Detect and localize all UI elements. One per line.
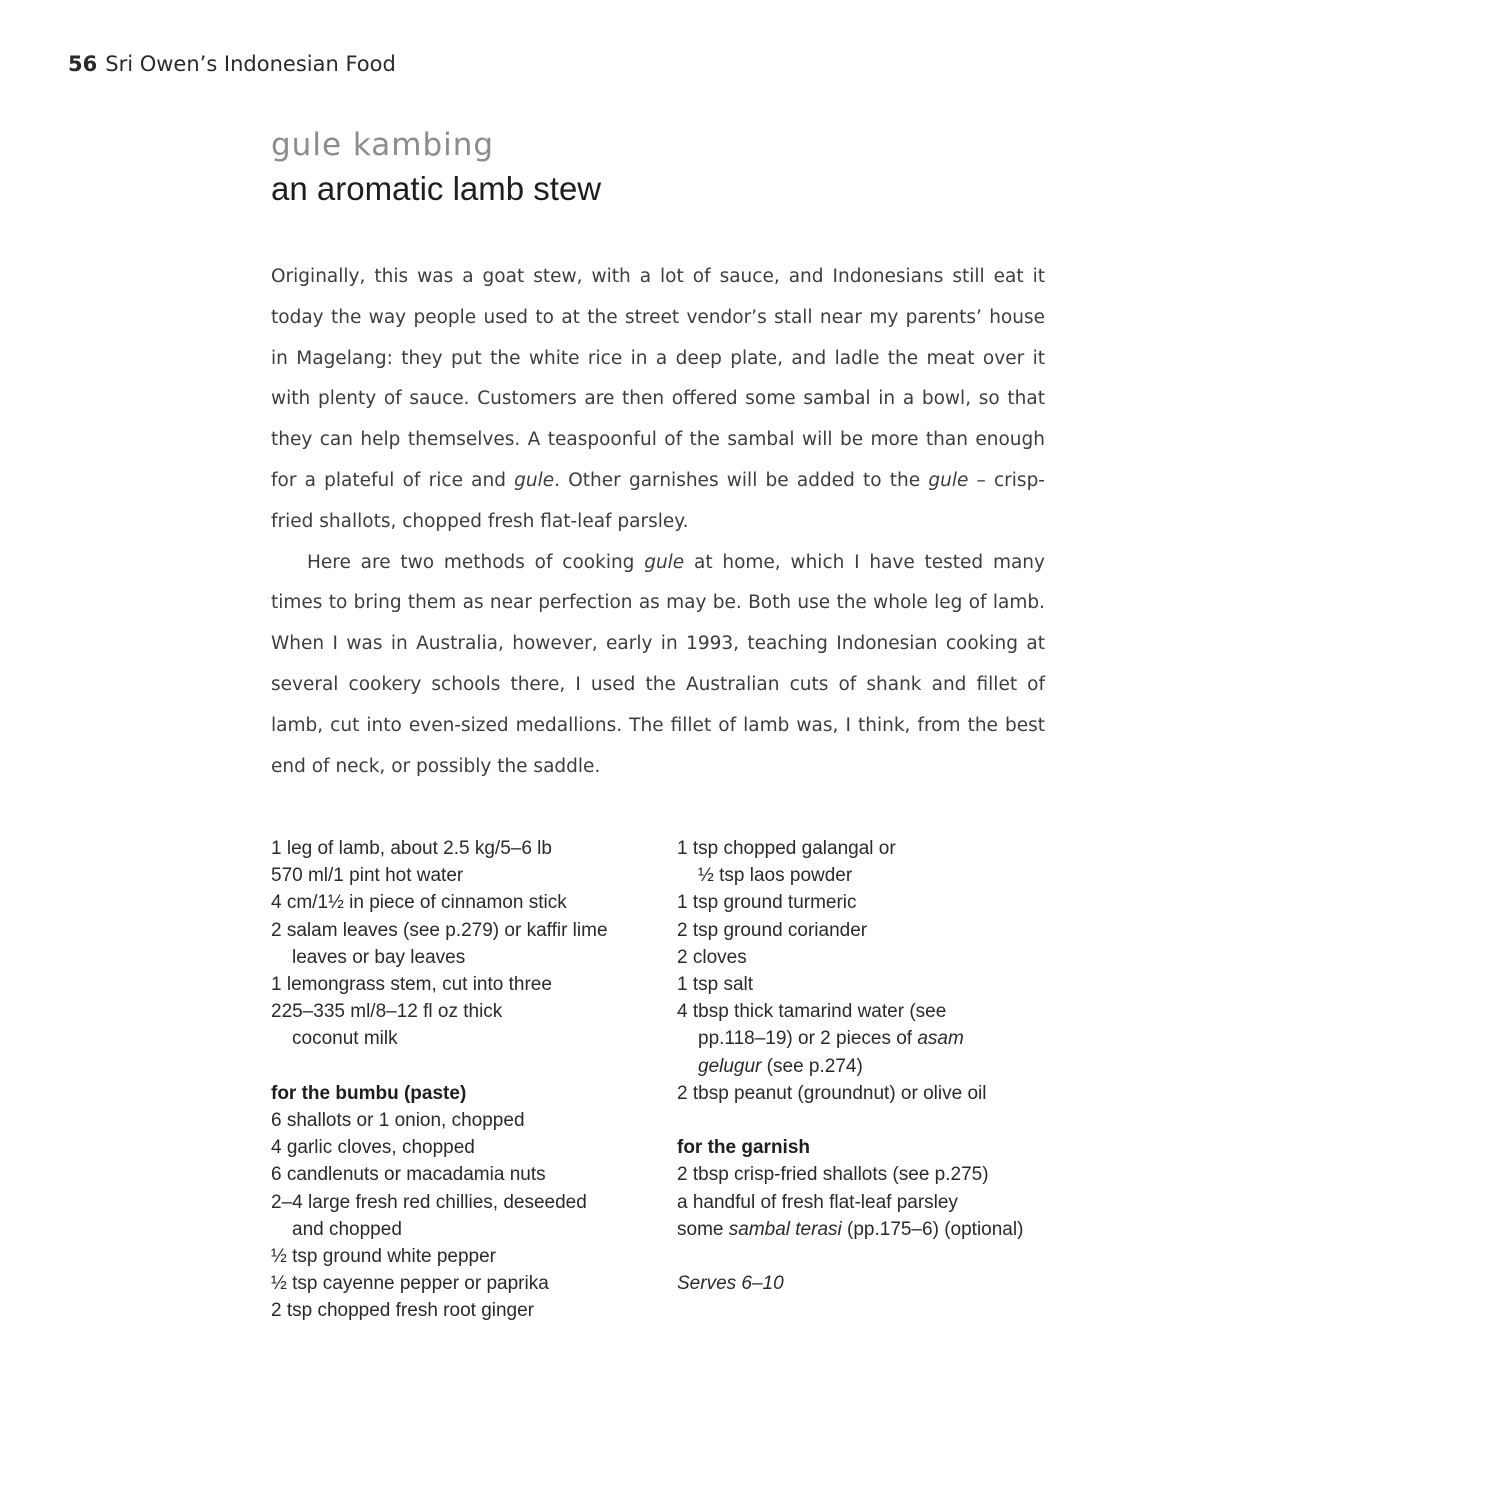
- serves-note: Serves 6–10: [677, 1273, 784, 1295]
- ingredients-column-left: [271, 835, 651, 1325]
- ingredient-item: 1 lemongrass stem, cut into three: [271, 974, 552, 996]
- ingredient-item: 1 tsp salt: [677, 974, 754, 996]
- ingredients-column-right: [677, 835, 1057, 1297]
- ingredient-item: 6 candlenuts or macadamia nuts: [271, 1164, 546, 1186]
- ingredient-item: ½ tsp cayenne pepper or paprika: [271, 1273, 549, 1295]
- italic-run: sambal terasi: [728, 1218, 842, 1240]
- spacer: [677, 1243, 1057, 1270]
- ingredient-item: 2 salam leaves (see p.279) or kaffir lime leaves or bay leaves: [271, 919, 608, 968]
- intro-text: [271, 257, 1045, 787]
- spacer: [271, 1053, 651, 1080]
- ingredient-item: some sambal terasi (pp.175–6) (optional): [677, 1218, 1024, 1240]
- ingredient-item: 2 tsp chopped fresh root ginger: [271, 1300, 535, 1322]
- ingredient-item: 1 tsp ground turmeric: [677, 892, 857, 914]
- intro-paragraph: Here are two methods of cooking gule at home, which I have tested many times to bring them as near perfection as may be. Both use the whole leg of lamb. When I was in Australia, however, early in 1993, teaching Indonesian cooking at several cookery schools there, I used the Australian cuts of shank and fillet of lamb, cut into even-sized medallions. The fillet of lamb was, I think, from the best end of neck, or possibly the saddle.: [271, 551, 1045, 777]
- italic-run: asam: [917, 1028, 964, 1050]
- italic-run: gule: [928, 469, 969, 491]
- running-head: [68, 52, 396, 76]
- ingredient-item: 6 shallots or 1 onion, chopped: [271, 1110, 525, 1132]
- ingredient-item: 1 leg of lamb, about 2.5 kg/5–6 lb: [271, 838, 552, 859]
- book-title: Sri Owen’s Indonesian Food: [105, 52, 396, 76]
- ingredient-item: 1 tsp chopped galangal or ½ tsp laos powder: [677, 838, 896, 887]
- garnish-heading: for the garnish: [677, 1137, 811, 1159]
- bumbu-heading: for the bumbu (paste): [271, 1082, 467, 1104]
- ingredient-item: 2 cloves: [677, 946, 747, 968]
- ingredient-list-garnish: [677, 1161, 1057, 1243]
- ingredient-item: a handful of fresh flat-leaf parsley: [677, 1191, 958, 1213]
- recipe-name: gule kambing: [271, 127, 495, 163]
- ingredient-item: 4 cm/1½ in piece of cinnamon stick: [271, 892, 567, 914]
- spacer: [677, 1107, 1057, 1134]
- ingredient-item: 4 garlic cloves, chopped: [271, 1137, 475, 1159]
- ingredient-item: 2 tsp ground coriander: [677, 919, 868, 941]
- ingredient-list-bumbu: [271, 1107, 651, 1325]
- ingredient-list-main: [271, 835, 651, 1053]
- ingredient-item: ½ tsp ground white pepper: [271, 1246, 496, 1268]
- italic-run: gule: [644, 551, 685, 573]
- italic-run: gelugur: [698, 1055, 762, 1077]
- italic-run: gule: [514, 469, 555, 491]
- page-number: 56: [68, 52, 98, 76]
- ingredient-item: 225–335 ml/8–12 fl oz thick coconut milk: [271, 1001, 503, 1050]
- ingredient-item: 2–4 large fresh red chillies, deseeded and chopped: [271, 1191, 587, 1240]
- ingredient-item: 2 tbsp peanut (groundnut) or olive oil: [677, 1082, 987, 1104]
- intro-paragraph: Originally, this was a goat stew, with a lot of sauce, and Indonesians still eat it today the way people used to at the street vendor’s stall near my parents’ house in Magelang: they put the white rice in a deep plate, and ladle the meat over it with plenty of sauce. Customers are then offered some sambal in a bowl, so that they can help themselves. A teaspoonful of the sambal will be more than enough for a plateful of rice and gule. Other garnishes will be added to the gule – crisp-fried shallots, chopped fresh flat-leaf parsley.: [271, 266, 1045, 532]
- recipe-subtitle: an aromatic lamb stew: [271, 170, 602, 207]
- ingredient-item: 4 tbsp thick tamarind water (see pp.118–19) or 2 pieces of asam gelugur (see p.274): [677, 1001, 964, 1077]
- ingredient-list-bumbu-continued: [677, 835, 1057, 1107]
- ingredient-item: 2 tbsp crisp-fried shallots (see p.275): [677, 1164, 989, 1186]
- ingredient-item: 570 ml/1 pint hot water: [271, 865, 464, 887]
